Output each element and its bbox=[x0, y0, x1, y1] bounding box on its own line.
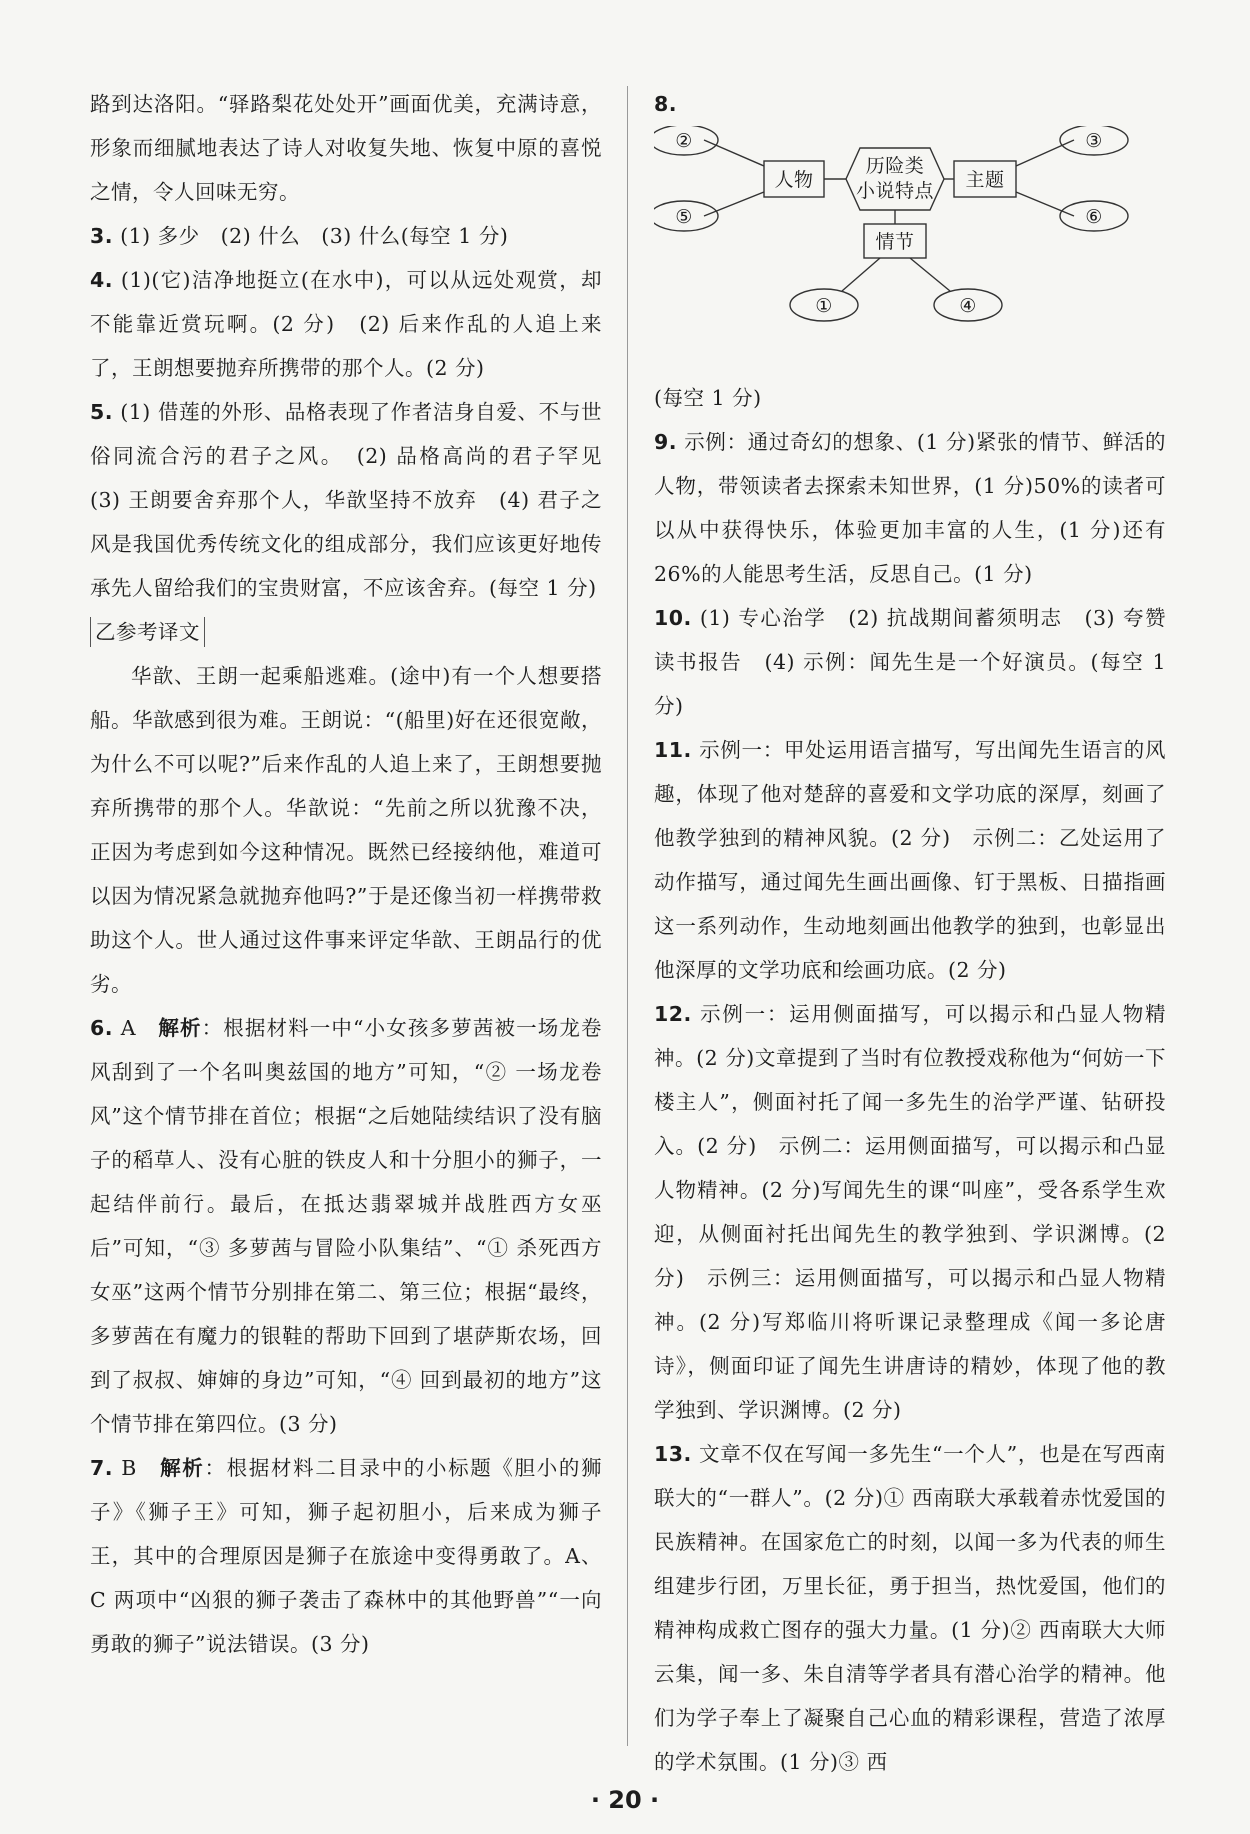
answer-10: 10. (1) 专心治学 (2) 抗战期间蓄须明志 (3) 夸赞读书报告 (4) 示例：闻先生是一个好演员。(每空 1 分) bbox=[654, 606, 1166, 718]
characters-label: 人物 bbox=[774, 169, 814, 191]
ellipse-4-label: ④ bbox=[959, 295, 977, 317]
adventure-novel-mind-map bbox=[654, 126, 1166, 376]
ellipse-1-label: ① bbox=[815, 295, 833, 317]
answer-5: 5. (1) 借莲的外形、品格表现了作者洁身自爱、不与世俗同流合污的君子之风。 (2) 品格高尚的君子罕见 (3) 王朗要舍弃那个人，华歆坚持不放弃 (4) 君子之风是我国优秀传统文化的组成部分，我们应该更好地传承先人留给我们的宝贵财富，不应该舍弃。(每空 1 分) bbox=[90, 400, 623, 600]
question-number: 7. bbox=[90, 1456, 114, 1480]
intro-paragraph: 路到达洛阳。“驿路梨花处处开”画面优美，充满诗意，形象而细腻地表达了诗人对收复失地、恢复中原的喜悦之情，令人回味无穷。 bbox=[90, 92, 602, 204]
answer-4: 4. (1)(它)洁净地挺立(在水中)，可以从远处观赏，却不能靠近赏玩啊。(2 分) (2) 后来作乱的人追上来了，王朗想要抛弃所携带的那个人。(2 分) bbox=[90, 268, 602, 380]
answer-13: 13. 文章不仅在写闻一多先生“一个人”，也是在写西南联大的“一群人”。(2 分)① 西南联大承载着赤忱爱国的民族精神。在国家危亡的时刻，以闻一多为代表的师生组建步行团，万里长征，勇于担当，热忱爱国，他们的精神构成救亡图存的强大力量。(1 分)② 西南联大大师云集，闻一多、朱自清等学者具有潜心治学的精神。他们为学子奉上了凝聚自己心血的精彩课程，营造了浓厚的学术氛围。(1 分)③ 西 bbox=[654, 1442, 1166, 1774]
question-number: 3. bbox=[90, 224, 114, 248]
answer-8-score: (每空 1 分) bbox=[654, 386, 762, 410]
left-column bbox=[90, 82, 623, 1666]
plot-label: 情节 bbox=[875, 231, 915, 253]
answer-11: 11. 示例一：甲处运用语言描写，写出闻先生语言的风趣，体现了他对楚辞的喜爱和文学功底的深厚，刻画了他教学独到的精神风貌。(2 分) 示例二：乙处运用了动作描写，通过闻先生画出画像、钉于黑板、日描指画这一系列动作，生动地刻画出他教学的独到，也彰显出他深厚的文学功底和绘画功底。(2 分) bbox=[654, 738, 1166, 982]
answer-letter: B bbox=[121, 1456, 137, 1480]
question-number: 4. bbox=[90, 268, 114, 292]
ellipse-3-label: ③ bbox=[1085, 130, 1103, 152]
translation-body: 华歆、王朗一起乘船逃难。(途中)有一个人想要搭船。华歆感到很为难。王朗说：“(船里)好在还很宽敞，为什么不可以呢?”后来作乱的人追上来了，王朗想要抛弃所携带的那个人。华歆说：“先前之所以犹豫不决，正因为考虑到如今这种情况。既然已经接纳他，难道可以因为情况紧急就抛弃他吗?”于是还像当初一样携带救助这个人。世人通过这件事来评定华歆、王朗品行的优劣。 bbox=[90, 664, 602, 996]
translation-heading: 乙参考译文 bbox=[90, 610, 602, 654]
answer-9: 9. 示例：通过奇幻的想象、(1 分)紧张的情节、鲜活的人物，带领读者去探索未知世界，(1 分)50%的读者可以从中获得快乐，体验更加丰富的人生，(1 分)还有 26%的人能思考生活，反思自己。(1 分) bbox=[654, 430, 1166, 586]
answer-7: 7. B 解析：根据材料二目录中的小标题《胆小的狮子》《狮子王》可知，狮子起初胆小，后来成为狮子王，其中的合理原因是狮子在旅途中变得勇敢了。A、C 两项中“凶狠的狮子袭击了森林中的其他野兽”“一向勇敢的狮子”说法错误。(3 分) bbox=[90, 1456, 603, 1656]
center-label-line2: 小说特点 bbox=[855, 180, 935, 202]
page-number: · 20 · bbox=[590, 1786, 660, 1814]
answer-8-number: 8. bbox=[654, 92, 678, 116]
question-number: 9. bbox=[654, 430, 678, 454]
question-number: 11. bbox=[654, 738, 692, 762]
question-number: 10. bbox=[654, 606, 692, 630]
answer-12: 12. 示例一：运用侧面描写，可以揭示和凸显人物精神。(2 分)文章提到了当时有位教授戏称他为“何妨一下楼主人”，侧面衬托了闻一多先生的治学严谨、钻研投入。(2 分) 示例二：运用侧面描写，可以揭示和凸显人物精神。(2 分)写闻先生的课“叫座”，受各系学生欢迎，从侧面衬托出闻先生的教学独到、学识渊博。(2 分) 示例三：运用侧面描写，可以揭示和凸显人物精神。(2 分)写郑临川将听课记录整理成《闻一多论唐诗》，侧面印证了闻先生讲唐诗的精妙，体现了他的教学独到、学识渊博。(2 分) bbox=[654, 1002, 1166, 1422]
center-label-line1: 历险类 bbox=[865, 155, 925, 177]
ellipse-5-label: ⑤ bbox=[675, 206, 693, 228]
ellipse-6-label: ⑥ bbox=[1085, 206, 1103, 228]
question-number: 12. bbox=[654, 1002, 692, 1026]
ellipse-2-label: ② bbox=[675, 130, 693, 152]
analysis-label: 解析 bbox=[158, 1016, 202, 1040]
question-number: 5. bbox=[90, 400, 114, 424]
column-divider bbox=[627, 86, 628, 1746]
right-column bbox=[654, 82, 1166, 1784]
answer-3: 3. (1) 多少 (2) 什么 (3) 什么(每空 1 分) bbox=[90, 224, 509, 248]
question-number: 13. bbox=[654, 1442, 692, 1466]
answer-letter: A bbox=[120, 1016, 137, 1040]
analysis-label: 解析 bbox=[160, 1456, 205, 1480]
question-number: 6. bbox=[90, 1016, 114, 1040]
answer-6: 6. A 解析：根据材料一中“小女孩多萝茜被一场龙卷风刮到了一个名叫奥兹国的地方”可知，“② 一场龙卷风”这个情节排在首位；根据“之后她陆续结识了没有脑子的稻草人、没有心脏的铁皮人和十分胆小的狮子，一起结伴前行。最后，在抵达翡翠城并战胜西方女巫后”可知，“③ 多萝茜与冒险小队集结”、“① 杀死西方女巫”这两个情节分别排在第二、第三位；根据“最终，多萝茜在有魔力的银鞋的帮助下回到了堪萨斯农场，回到了叔叔、婶婶的身边”可知，“④ 回到最初的地方”这个情节排在第四位。(3 分) bbox=[90, 1016, 603, 1436]
theme-label: 主题 bbox=[965, 169, 1005, 191]
